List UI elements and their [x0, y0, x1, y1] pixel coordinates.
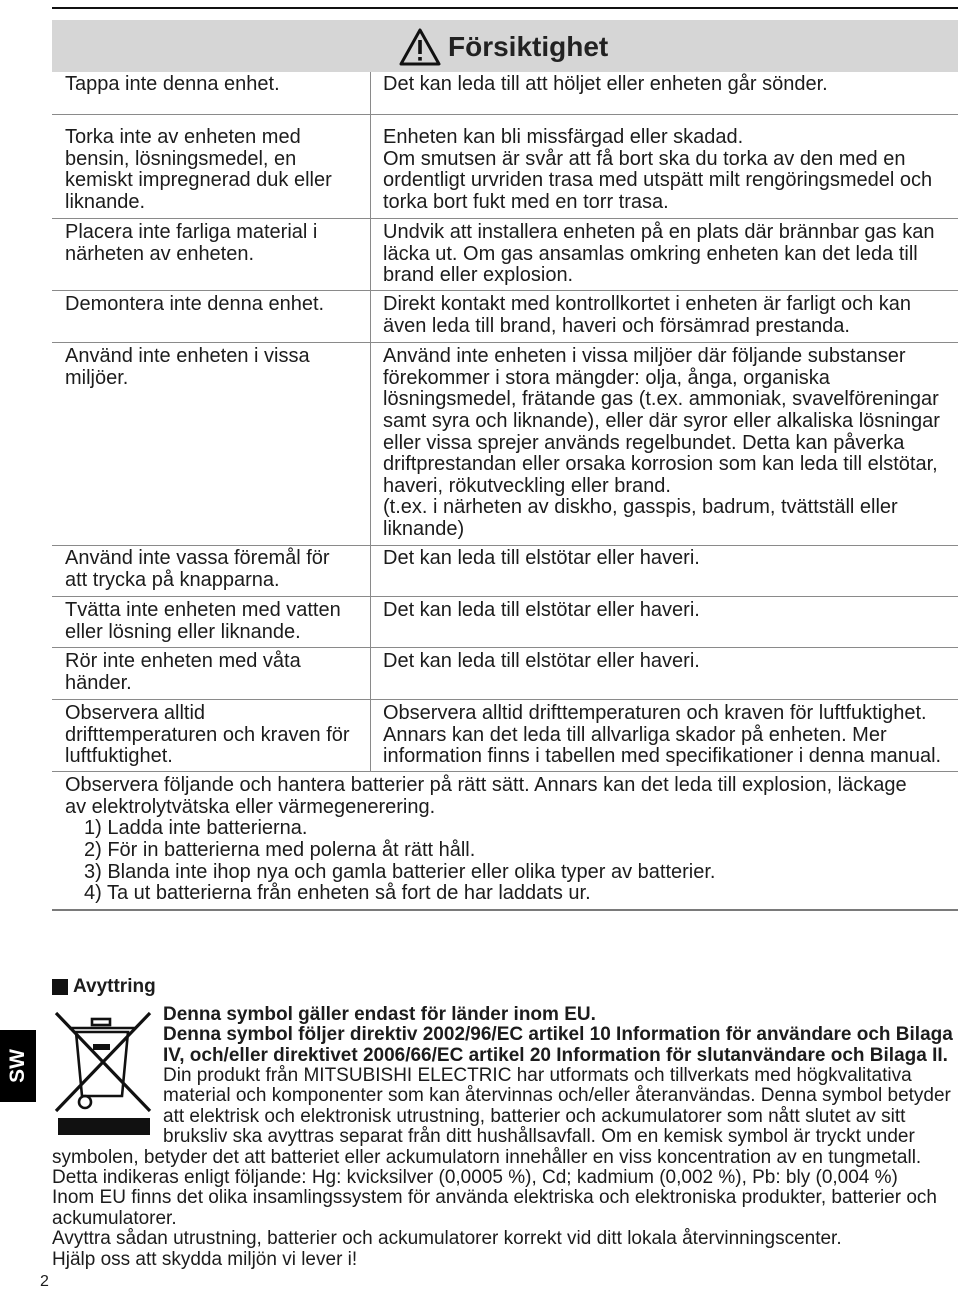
battery-note [65, 775, 907, 905]
text-line: Demontera inte denna enhet. [65, 293, 325, 316]
text-line: Om smutsen är svår att få bort ska du torka av den med en [383, 147, 906, 170]
top-rule [52, 7, 958, 9]
warning-triangle-icon [398, 27, 442, 67]
text-line: symbolen, betyder det att batteriet eller ackumulatorn innehåller en viss koncentration av en tungmetall. [52, 1146, 922, 1168]
text-line: Observera alltid drifttemperaturen och kraven för luftfuktighet. [383, 702, 927, 725]
caution-consequence [383, 74, 828, 96]
text-line: information finns i tabellen med specifikationer i denna manual. [383, 745, 942, 768]
caution-instruction [65, 74, 280, 96]
caution-consequence [383, 346, 940, 540]
list-item: 2) För in batterierna med polerna åt rätt håll. [84, 838, 476, 861]
disposal-text [52, 1148, 937, 1270]
text-line: haveri, rökutveckling eller brand. [383, 474, 671, 497]
text-line: Observera alltid [65, 702, 206, 725]
row-divider [52, 596, 958, 597]
text-line: bensin, lösningsmedel, en [65, 147, 297, 170]
text-line: eller vissa sprejer används regelbundet. Detta kan påverka [383, 431, 905, 454]
caution-instruction [65, 346, 310, 389]
text-line: liknande) [383, 517, 465, 540]
text-line: Denna symbol gäller endast för länder inom EU. [163, 1003, 596, 1025]
caution-instruction [65, 294, 324, 316]
text-line: lösningsmedel, frätande gas (t.ex. ammoniak, svavelföreningar [383, 388, 939, 411]
text-line: Det kan leda till elstötar eller haveri. [383, 547, 700, 570]
text-line: närheten av enheten. [65, 242, 255, 265]
text-line: av elektrolytvätska eller värmegenerering. [65, 795, 436, 818]
text-line: att elektrisk och elektronisk utrustning, batterier och ackumulatorer som nått slutet av sitt [163, 1105, 906, 1127]
disposal-bold-text [163, 1005, 953, 1066]
text-line: händer. [65, 671, 132, 694]
row-divider [52, 290, 958, 291]
text-line: Observera följande och hantera batterier på rätt sätt. Annars kan det leda till explosion, läckage [65, 774, 907, 797]
text-line: Din produkt från MITSUBISHI ELECTRIC har utformats och tillverkats med högkvalitativa [163, 1065, 912, 1086]
text-line: Tappa inte denna enhet. [65, 73, 280, 96]
text-line: Detta indikeras enligt följande: Hg: kvicksilver (0,0005 %), Cd; kadmium (0,002 %), Pb: bly (0,004 %) [52, 1167, 898, 1188]
caution-consequence [383, 127, 932, 213]
text-line: ordentligt urvriden trasa med utspätt milt rengöringsmedel och [383, 169, 933, 192]
column-divider [370, 72, 371, 771]
row-divider [52, 647, 958, 648]
text-line: även leda till brand, haveri och försämrad prestanda. [383, 314, 850, 337]
text-line: Undvik att installera enheten på en plats där brännbar gas kan [383, 221, 935, 244]
text-line: samt syra och liknande), eller där syror eller alkaliska lösningar [383, 409, 940, 432]
battery-note-list [84, 818, 907, 904]
list-item: 1) Ladda inte batterierna. [84, 817, 308, 840]
text-line: Använd inte vassa föremål för [65, 547, 330, 570]
text-line: liknande. [65, 190, 146, 213]
caution-consequence [383, 651, 700, 673]
row-divider [52, 114, 958, 115]
section-heading: Avyttring [73, 976, 156, 997]
caution-title: Försiktighet [448, 31, 609, 62]
table-bottom-rule [52, 909, 958, 911]
row-divider [52, 699, 958, 700]
text-line: kemiskt impregnerad duk eller [65, 169, 332, 192]
language-tab-label: SW [6, 1049, 29, 1083]
text-line: Torka inte av enheten med [65, 126, 301, 149]
text-line: driftprestandan eller orsaka korrosion som kan leda till elstötar, [383, 453, 938, 476]
list-item: 3) Blanda inte ihop nya och gamla batterier eller olika typer av batterier. [84, 860, 716, 883]
text-line: Direkt kontakt med kontrollkortet i enheten är farligt och kan [383, 293, 912, 316]
row-divider [52, 771, 958, 772]
text-line: Placera inte farliga material i [65, 221, 318, 244]
text-line: luftfuktighet. [65, 745, 173, 768]
text-line: Annars kan det leda till allvarliga skador på enheten. Mer [383, 723, 887, 746]
text-line: eller lösning eller liknande. [65, 620, 301, 643]
caution-consequence [383, 600, 700, 622]
text-line: Använd inte enheten i vissa miljöer där följande substanser [383, 345, 906, 368]
caution-instruction [65, 548, 330, 591]
disposal-text [163, 1066, 951, 1148]
caution-consequence [383, 548, 700, 570]
caution-instruction [65, 600, 341, 643]
text-line: Rör inte enheten med våta [65, 650, 301, 673]
caution-instruction [65, 703, 350, 768]
battery-note-intro [65, 775, 907, 818]
caution-instruction [65, 651, 301, 694]
crossed-out-wheelie-bin-icon [52, 1008, 152, 1138]
caution-instruction [65, 222, 317, 265]
text-line: IV, och/eller direktivet 2006/66/EC artikel 20 Information för slutanvändare och Bilaga II. [163, 1044, 948, 1066]
row-divider [52, 342, 958, 343]
text-line: Denna symbol följer direktiv 2002/96/EC artikel 10 Information för användare och Bilaga [163, 1024, 953, 1046]
language-tab [0, 1030, 36, 1102]
text-line: Avyttra sådan utrustning, batterier och ackumulatorer korrekt vid ditt lokala återvinningscenter. [52, 1228, 842, 1250]
page-number: 2 [40, 1273, 49, 1290]
text-line: material och komponenter som kan återvinnas och/eller återanvändas. Denna symbol betyder [163, 1085, 951, 1107]
list-item: 4) Ta ut batterierna från enheten så fort de har laddats ur. [84, 882, 591, 905]
caution-consequence [383, 703, 941, 768]
text-line: att trycka på knapparna. [65, 568, 280, 591]
text-line: drifttemperaturen och kraven för [65, 723, 350, 746]
square-bullet [52, 979, 68, 995]
text-line: ackumulatorer. [52, 1207, 177, 1229]
caution-consequence [383, 294, 911, 337]
text-line: brand eller explosion. [383, 264, 574, 287]
text-line: miljöer. [65, 366, 129, 389]
text-line: Tvätta inte enheten med vatten [65, 599, 341, 622]
row-divider [52, 545, 958, 546]
text-line: (t.ex. i närheten av diskho, gasspis, badrum, tvättställ eller [383, 496, 898, 519]
text-line: Enheten kan bli missfärgad eller skadad. [383, 126, 744, 149]
text-line: Hjälp oss att skydda miljön vi lever i! [52, 1248, 358, 1270]
text-line: läcka ut. Om gas ansamlas omkring enheten kan det leda till [383, 242, 918, 265]
text-line: Inom EU finns det olika insamlingssystem för använda elektriska och elektroniska produkter, batterier och [52, 1187, 937, 1209]
text-line: torka bort fukt med en torr trasa. [383, 190, 669, 213]
row-divider [52, 218, 958, 219]
text-line: Det kan leda till elstötar eller haveri. [383, 599, 700, 622]
text-line: Använd inte enheten i vissa [65, 345, 310, 368]
text-line: Det kan leda till att höljet eller enheten går sönder. [383, 73, 828, 96]
text-line: förekommer i stora mängder: olja, ånga, organiska [383, 366, 830, 389]
text-line: Det kan leda till elstötar eller haveri. [383, 650, 700, 673]
caution-consequence [383, 222, 934, 287]
caution-instruction [65, 127, 332, 213]
text-line: bruksliv ska avyttras separat från ditt hushållsavfall. Om en kemisk symbol är tryckt under [163, 1126, 915, 1148]
